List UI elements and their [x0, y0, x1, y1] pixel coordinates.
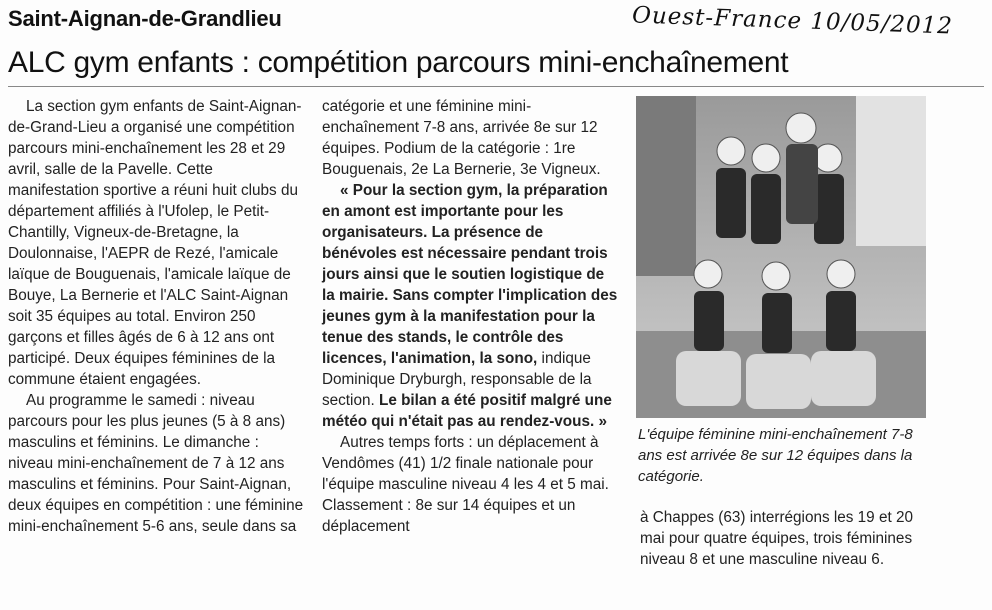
team-photo-illustration	[636, 96, 926, 418]
paragraph-2: Au programme le samedi : niveau parcours pour les plus jeunes (5 à 8 ans) masculins et féminins. Le dimanche : niveau mini-enchaînement de 7 à 12 ans masculins et féminins. Pour Saint-Aignan, deux équipes en compétition : une féminine mini-enchaînement 5-6 ans, seule dans sa	[8, 392, 304, 535]
team-photo	[636, 96, 926, 418]
handwritten-source-note: Ouest-France 10/05/2012	[631, 2, 954, 40]
location-kicker: Saint-Aignan-de-Grandlieu	[8, 6, 282, 31]
headline-rule	[8, 86, 984, 87]
quote-attribution: indique Dominique Dryburgh, responsable de la section.	[322, 350, 592, 409]
article-headline: ALC gym enfants : compétition parcours mini-enchaînement	[8, 46, 789, 79]
article-column-3	[640, 507, 934, 570]
paragraph-5: à Chappes (63) interrégions les 19 et 20 mai pour quatre équipes, trois féminines niveau 8 et une masculine niveau 6.	[640, 509, 913, 568]
quote-bold: « Pour la section gym, la préparation en amont est importante pour les organisateurs. La présence de bénévoles est nécessaire pendant trois jours ainsi que le soutien logistique de la mairie. Sans compter l'implication des jeunes gym à la manifestation pour la tenue des stands, le contrôle des licences, l'animation, la sono,	[322, 182, 618, 367]
paragraph-4: Autres temps forts : un déplacement à Vendômes (41) 1/2 finale nationale pour l'équipe masculine niveau 4 les 4 et 5 mai. Classement : 8e sur 14 équipes et un déplacement	[322, 434, 609, 535]
photo-caption: L'équipe féminine mini-enchaînement 7-8 ans est arrivée 8e sur 12 équipes dans la catégorie.	[638, 426, 913, 485]
quote-ending: Le bilan a été positif malgré une météo qui n'était pas au rendez-vous. »	[322, 392, 612, 430]
article-column-2	[322, 96, 618, 537]
quote-paragraph	[322, 180, 618, 432]
article-column-1	[8, 96, 306, 537]
paragraph-1: La section gym enfants de Saint-Aignan-de-Grand-Lieu a organisé une compétition parcours mini-enchaînement les 28 et 29 avril, salle de la Pavelle. Cette manifestation sportive a réuni huit clubs du département affiliés à l'Ufolep, le Petit-Chantilly, Vigneux-de-Bretagne, la Doulonnaise, l'AEPR de Rezé, l'amicale laïque de Bouguenais, l'amicale laïque de Bouye, La Bernerie et l'ALC Saint-Aignan soit 35 équipes au total. Environ 250 garçons et filles âgés de 6 à 12 ans ont participé. Deux équipes féminines de la commune étaient engagées.	[8, 98, 302, 388]
paragraph-3: catégorie et une féminine mini-enchaînement 7-8 ans, arrivée 8e sur 12 équipes. Podium de la catégorie : 1re Bouguenais, 2e La Bernerie, 3e Vigneux.	[322, 98, 601, 178]
